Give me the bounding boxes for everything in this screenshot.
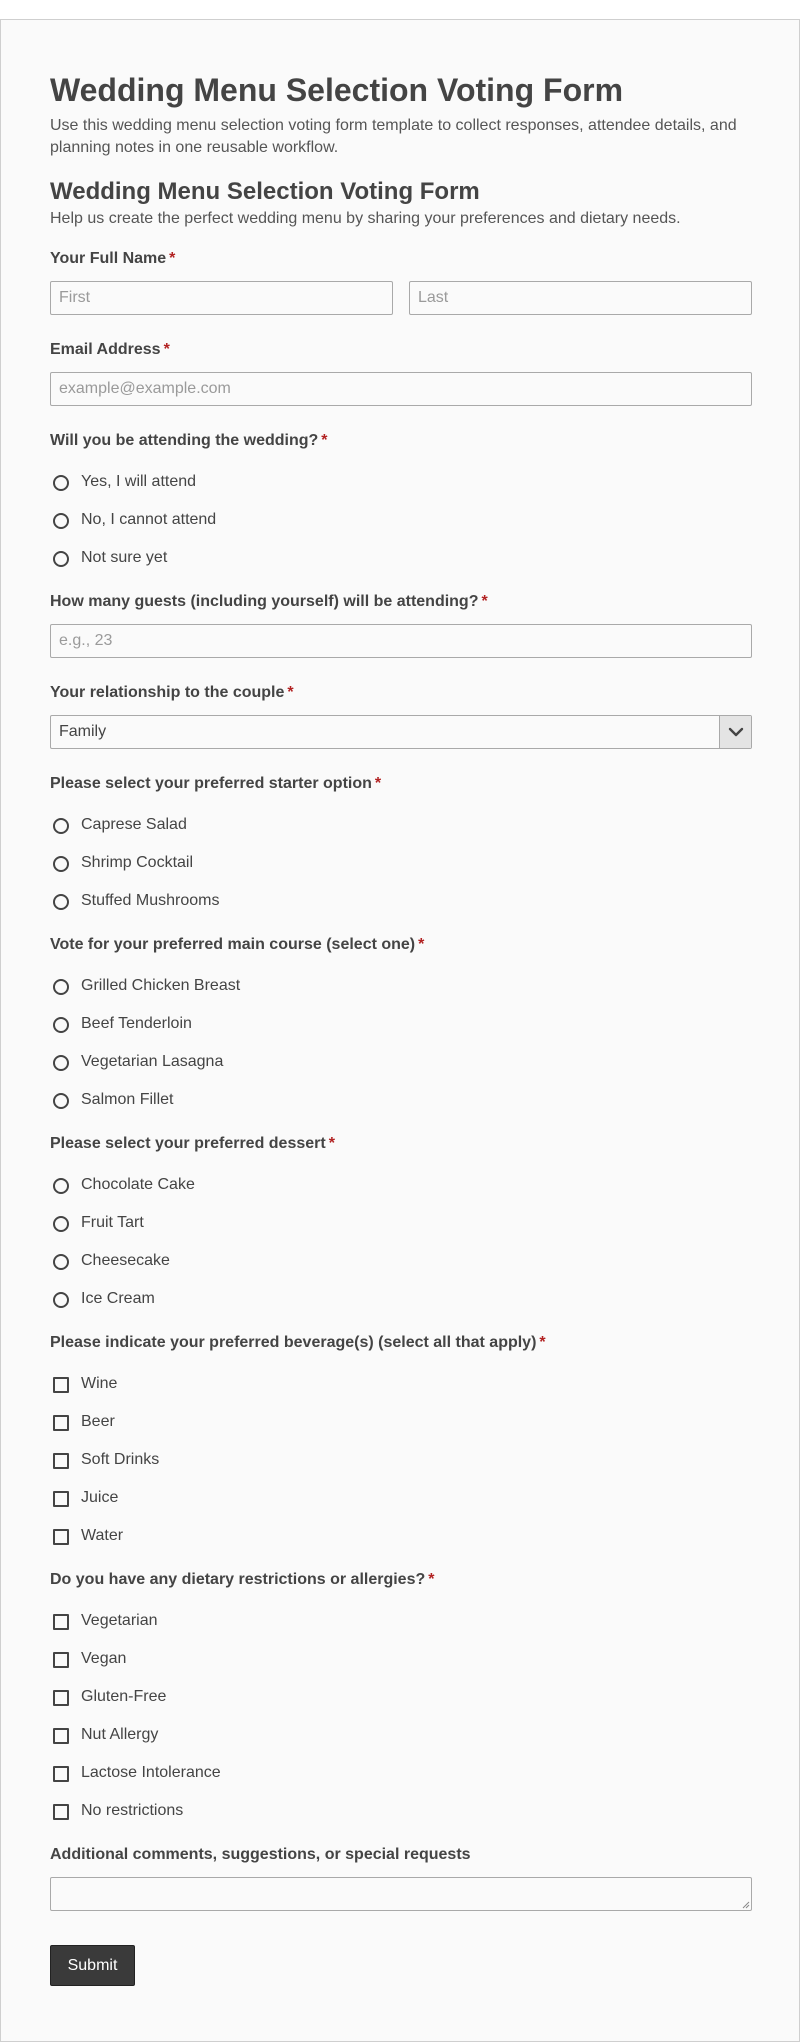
option-label: No restrictions [81,1802,184,1819]
checkbox[interactable] [53,1453,69,1469]
checkbox[interactable] [53,1804,69,1820]
radio-button[interactable] [53,475,69,491]
checkbox[interactable] [53,1377,69,1393]
first-name-input[interactable]: First [50,281,393,315]
option-label: Not sure yet [81,549,168,566]
comments-textarea[interactable] [50,1877,752,1911]
checkbox[interactable] [53,1491,69,1507]
main-course-option[interactable] [50,1051,550,1075]
attending-option-not-sure[interactable] [50,547,550,571]
submit-button[interactable]: Submit [50,1945,135,1986]
required-asterisk: * [321,432,328,449]
dessert-label [50,1135,335,1153]
required-asterisk: * [481,593,488,610]
attending-label-text: Will you be attending the wedding? [50,432,319,449]
main-course-label [50,936,424,954]
page-title: Wedding Menu Selection Voting Form [50,72,624,108]
relationship-selected-value: Family [59,723,107,740]
radio-button[interactable] [53,1216,69,1232]
guests-input[interactable]: e.g., 23 [50,624,752,658]
checkbox[interactable] [53,1690,69,1706]
option-label: Water [81,1527,124,1544]
option-label: Lactose Intolerance [81,1764,221,1781]
chevron-down-icon[interactable] [719,716,751,748]
resize-grip-icon[interactable] [741,1900,750,1909]
option-label: No, I cannot attend [81,511,217,528]
main-course-option[interactable] [50,975,550,999]
option-label: Stuffed Mushrooms [81,892,220,909]
form-card [0,19,800,2042]
attending-option-no[interactable] [50,509,550,533]
dietary-option[interactable] [50,1648,550,1672]
attending-option-yes[interactable] [50,471,550,495]
option-label: Cheesecake [81,1252,170,1269]
email-label-text: Email Address [50,341,161,358]
checkbox[interactable] [53,1652,69,1668]
option-label: Juice [81,1489,119,1506]
required-asterisk: * [169,250,176,267]
starter-label [50,775,381,793]
dietary-option[interactable] [50,1762,550,1786]
starter-option[interactable] [50,890,550,914]
checkbox[interactable] [53,1614,69,1630]
option-label: Vegetarian [81,1612,158,1629]
beverages-label [50,1334,546,1352]
starter-option[interactable] [50,852,550,876]
full-name-label-text: Your Full Name [50,250,167,267]
beverages-label-text: Please indicate your preferred beverage(s) (select all that apply) [50,1334,537,1351]
main-course-label-text: Vote for your preferred main course (select one) [50,936,416,953]
radio-button[interactable] [53,979,69,995]
option-label: Caprese Salad [81,816,187,833]
relationship-label [50,684,294,702]
radio-button[interactable] [53,1055,69,1071]
relationship-select[interactable] [50,715,752,749]
comments-label: Additional comments, suggestions, or special requests [50,1846,471,1863]
page-description: Use this wedding menu selection voting form template to collect responses, attendee details, and planning notes in one reusable workflow. [50,117,737,156]
radio-button[interactable] [53,856,69,872]
required-asterisk: * [374,775,382,792]
option-label: Vegan [81,1650,127,1667]
option-label: Fruit Tart [81,1214,144,1231]
required-asterisk: * [539,1334,546,1351]
attending-label [50,432,328,450]
dietary-label [50,1571,434,1589]
relationship-label-text: Your relationship to the couple [50,684,285,701]
option-label: Chocolate Cake [81,1176,195,1193]
checkbox[interactable] [53,1415,69,1431]
last-name-input[interactable]: Last [409,281,752,315]
option-label: Vegetarian Lasagna [81,1053,224,1070]
starter-option[interactable] [50,814,550,838]
beverage-option[interactable] [50,1525,550,1549]
dessert-option[interactable] [50,1212,550,1236]
dessert-option[interactable] [50,1174,550,1198]
radio-button[interactable] [53,1292,69,1308]
form-description: Help us create the perfect wedding menu by sharing your preferences and dietary needs. [50,210,681,227]
required-asterisk: * [163,341,170,358]
main-course-option[interactable] [50,1089,550,1113]
required-asterisk: * [328,1135,335,1152]
beverage-option[interactable] [50,1411,550,1435]
option-label: Nut Allergy [81,1726,159,1743]
starter-label-text: Please select your preferred starter option [50,775,372,792]
beverage-option[interactable] [50,1449,550,1473]
option-label: Gluten-Free [81,1688,167,1705]
guests-label-text: How many guests (including yourself) will be attending? [50,593,479,610]
dietary-option[interactable] [50,1724,550,1748]
dessert-option[interactable] [50,1250,550,1274]
radio-button[interactable] [53,1254,69,1270]
dietary-option[interactable] [50,1800,550,1824]
dietary-option[interactable] [50,1686,550,1710]
option-label: Yes, I will attend [81,473,197,490]
beverage-option[interactable] [50,1487,550,1511]
checkbox[interactable] [53,1728,69,1744]
email-input[interactable]: example@example.com [50,372,752,406]
dietary-option[interactable] [50,1610,550,1634]
dessert-label-text: Please select your preferred dessert [50,1135,326,1152]
radio-button[interactable] [53,818,69,834]
dietary-label-text: Do you have any dietary restrictions or allergies? [50,1571,426,1588]
option-label: Beer [81,1413,115,1430]
dessert-option[interactable] [50,1288,550,1312]
option-label: Grilled Chicken Breast [81,977,241,994]
email-label [50,341,170,359]
required-asterisk: * [287,684,294,701]
guests-label [50,593,488,611]
option-label: Salmon Fillet [81,1091,174,1108]
main-course-option[interactable] [50,1013,550,1037]
radio-button[interactable] [53,894,69,910]
radio-button[interactable] [53,513,69,529]
required-asterisk: * [418,936,425,953]
option-label: Wine [81,1375,118,1392]
radio-button[interactable] [53,1178,69,1194]
option-label: Beef Tenderloin [81,1015,192,1032]
radio-button[interactable] [53,551,69,567]
radio-button[interactable] [53,1017,69,1033]
required-asterisk: * [428,1571,435,1588]
option-label: Soft Drinks [81,1451,160,1468]
option-label: Shrimp Cocktail [81,854,194,871]
form-title: Wedding Menu Selection Voting Form [50,178,480,205]
radio-button[interactable] [53,1093,69,1109]
option-label: Ice Cream [81,1290,155,1307]
beverage-option[interactable] [50,1373,550,1397]
checkbox[interactable] [53,1529,69,1545]
full-name-label [50,250,175,268]
checkbox[interactable] [53,1766,69,1782]
